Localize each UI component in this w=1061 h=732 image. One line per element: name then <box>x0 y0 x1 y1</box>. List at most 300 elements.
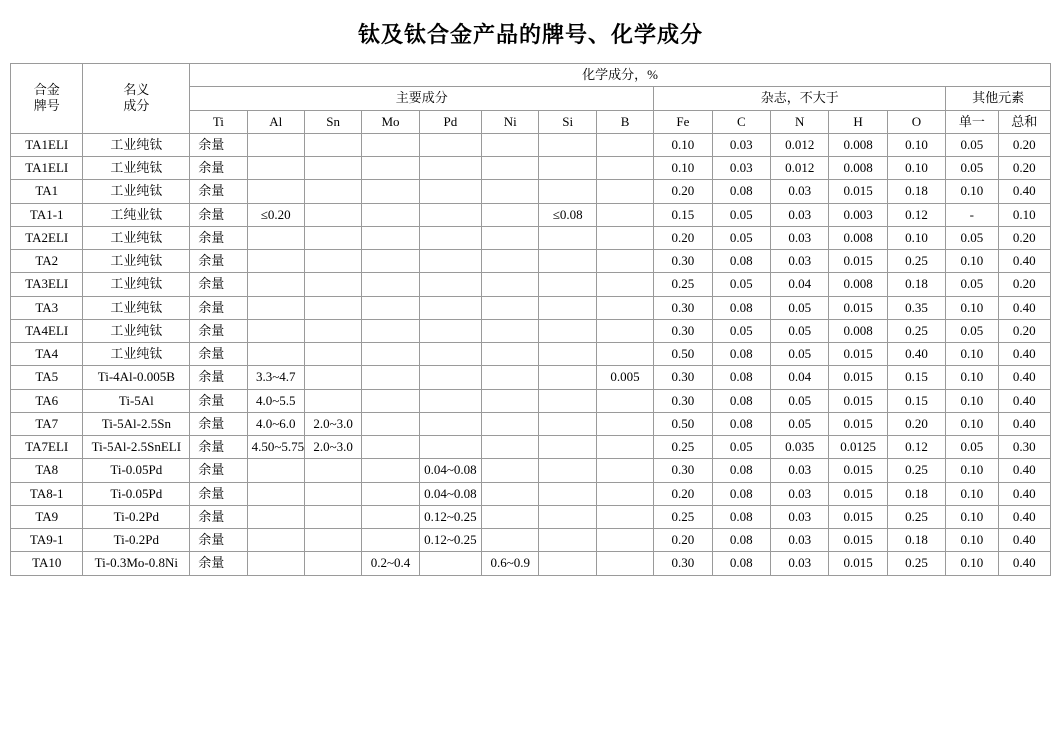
cell-o: 0.40 <box>887 343 945 366</box>
cell-other-total: 0.30 <box>998 436 1050 459</box>
cell-h: 0.015 <box>829 389 887 412</box>
cell-other-total: 0.40 <box>998 529 1050 552</box>
cell-c: 0.08 <box>712 180 770 203</box>
cell-h: 0.015 <box>829 459 887 482</box>
cell-al <box>247 133 304 156</box>
cell-h: 0.008 <box>829 226 887 249</box>
cell-o: 0.18 <box>887 273 945 296</box>
cell-o: 0.25 <box>887 459 945 482</box>
cell-pd: 0.04~0.08 <box>419 482 481 505</box>
cell-pd <box>419 226 481 249</box>
cell-o: 0.35 <box>887 296 945 319</box>
cell-grade: TA3ELI <box>11 273 83 296</box>
cell-h: 0.015 <box>829 552 887 575</box>
cell-pd <box>419 296 481 319</box>
cell-n: 0.05 <box>771 343 829 366</box>
cell-o: 0.25 <box>887 319 945 342</box>
cell-ti: 余量 <box>190 319 247 342</box>
cell-other-single: 0.10 <box>946 505 998 528</box>
cell-o: 0.20 <box>887 412 945 435</box>
cell-mo <box>362 180 419 203</box>
cell-sn <box>304 389 361 412</box>
cell-mo <box>362 482 419 505</box>
cell-fe: 0.25 <box>654 505 712 528</box>
cell-b <box>596 343 653 366</box>
cell-pd: 0.12~0.25 <box>419 505 481 528</box>
cell-ti: 余量 <box>190 343 247 366</box>
cell-si <box>539 319 596 342</box>
cell-b <box>596 436 653 459</box>
cell-c: 0.08 <box>712 529 770 552</box>
cell-fe: 0.30 <box>654 366 712 389</box>
cell-h: 0.015 <box>829 180 887 203</box>
cell-c: 0.03 <box>712 157 770 180</box>
cell-sn <box>304 203 361 226</box>
cell-h: 0.008 <box>829 133 887 156</box>
cell-h: 0.008 <box>829 273 887 296</box>
cell-al <box>247 482 304 505</box>
table-row <box>11 250 1051 273</box>
cell-grade: TA2ELI <box>11 226 83 249</box>
cell-grade: TA8-1 <box>11 482 83 505</box>
cell-mo <box>362 203 419 226</box>
cell-fe: 0.20 <box>654 482 712 505</box>
cell-grade: TA4 <box>11 343 83 366</box>
cell-fe: 0.20 <box>654 226 712 249</box>
cell-o: 0.25 <box>887 552 945 575</box>
cell-sn <box>304 226 361 249</box>
table-header <box>11 64 1051 134</box>
cell-pd <box>419 552 481 575</box>
cell-other-total: 0.20 <box>998 319 1050 342</box>
cell-b <box>596 133 653 156</box>
cell-grade: TA6 <box>11 389 83 412</box>
cell-o: 0.15 <box>887 366 945 389</box>
header-el-c: C <box>712 110 770 133</box>
cell-ti: 余量 <box>190 529 247 552</box>
header-el-fe: Fe <box>654 110 712 133</box>
cell-mo <box>362 133 419 156</box>
cell-n: 0.03 <box>771 203 829 226</box>
cell-n: 0.03 <box>771 226 829 249</box>
cell-ti: 余量 <box>190 389 247 412</box>
cell-o: 0.25 <box>887 505 945 528</box>
cell-al: 4.0~5.5 <box>247 389 304 412</box>
cell-other-single: 0.10 <box>946 366 998 389</box>
cell-other-total: 0.40 <box>998 459 1050 482</box>
cell-name: Ti-0.05Pd <box>83 482 190 505</box>
cell-si <box>539 273 596 296</box>
cell-b <box>596 529 653 552</box>
cell-mo <box>362 505 419 528</box>
cell-name: Ti-4Al-0.005B <box>83 366 190 389</box>
cell-other-total: 0.40 <box>998 296 1050 319</box>
cell-ni <box>482 436 539 459</box>
cell-si <box>539 157 596 180</box>
cell-si <box>539 250 596 273</box>
table-body <box>11 133 1051 575</box>
cell-other-total: 0.40 <box>998 343 1050 366</box>
cell-si <box>539 226 596 249</box>
cell-ni <box>482 366 539 389</box>
cell-name: Ti-5Al <box>83 389 190 412</box>
cell-sn: 2.0~3.0 <box>304 412 361 435</box>
cell-mo <box>362 296 419 319</box>
cell-o: 0.10 <box>887 226 945 249</box>
cell-name: 工业纯钛 <box>83 250 190 273</box>
cell-ti: 余量 <box>190 482 247 505</box>
cell-fe: 0.30 <box>654 250 712 273</box>
header-el-o: O <box>887 110 945 133</box>
cell-other-single: 0.05 <box>946 436 998 459</box>
cell-o: 0.10 <box>887 157 945 180</box>
cell-ti: 余量 <box>190 296 247 319</box>
header-other-single: 单一 <box>946 110 998 133</box>
cell-ti: 余量 <box>190 250 247 273</box>
header-grade-line2: 牌号 <box>33 98 60 114</box>
cell-al: 4.50~5.75 <box>247 436 304 459</box>
cell-other-total: 0.40 <box>998 552 1050 575</box>
cell-name: Ti-0.05Pd <box>83 459 190 482</box>
cell-ni <box>482 203 539 226</box>
cell-ni <box>482 343 539 366</box>
cell-ni <box>482 157 539 180</box>
cell-ni <box>482 226 539 249</box>
cell-sn <box>304 296 361 319</box>
cell-c: 0.08 <box>712 250 770 273</box>
cell-ni <box>482 459 539 482</box>
cell-ni <box>482 389 539 412</box>
cell-ti: 余量 <box>190 436 247 459</box>
cell-sn <box>304 250 361 273</box>
cell-pd <box>419 319 481 342</box>
header-el-si: Si <box>539 110 596 133</box>
cell-name: 工业纯钛 <box>83 319 190 342</box>
cell-c: 0.03 <box>712 133 770 156</box>
cell-grade: TA1ELI <box>11 157 83 180</box>
cell-n: 0.04 <box>771 366 829 389</box>
cell-b <box>596 459 653 482</box>
cell-h: 0.015 <box>829 250 887 273</box>
cell-n: 0.03 <box>771 505 829 528</box>
cell-grade: TA9 <box>11 505 83 528</box>
cell-c: 0.08 <box>712 505 770 528</box>
cell-sn <box>304 482 361 505</box>
table-row <box>11 412 1051 435</box>
cell-fe: 0.30 <box>654 552 712 575</box>
cell-pd <box>419 273 481 296</box>
header-grade <box>11 64 83 134</box>
header-el-pd: Pd <box>419 110 481 133</box>
cell-h: 0.003 <box>829 203 887 226</box>
cell-fe: 0.20 <box>654 529 712 552</box>
cell-c: 0.08 <box>712 482 770 505</box>
table-row <box>11 319 1051 342</box>
cell-b <box>596 412 653 435</box>
cell-n: 0.03 <box>771 482 829 505</box>
cell-sn <box>304 273 361 296</box>
cell-grade: TA1 <box>11 180 83 203</box>
cell-pd <box>419 366 481 389</box>
cell-h: 0.015 <box>829 412 887 435</box>
cell-mo <box>362 389 419 412</box>
cell-fe: 0.50 <box>654 412 712 435</box>
cell-ni <box>482 529 539 552</box>
cell-other-total: 0.40 <box>998 250 1050 273</box>
table-row <box>11 505 1051 528</box>
cell-c: 0.08 <box>712 552 770 575</box>
cell-pd <box>419 250 481 273</box>
table-row <box>11 343 1051 366</box>
cell-fe: 0.50 <box>654 343 712 366</box>
header-el-ti: Ti <box>190 110 247 133</box>
header-el-ni: Ni <box>482 110 539 133</box>
cell-b <box>596 389 653 412</box>
cell-sn <box>304 366 361 389</box>
cell-pd <box>419 133 481 156</box>
cell-sn <box>304 552 361 575</box>
table-row <box>11 482 1051 505</box>
cell-b <box>596 250 653 273</box>
cell-al <box>247 273 304 296</box>
cell-al <box>247 319 304 342</box>
cell-mo <box>362 436 419 459</box>
header-grade-line1: 合金 <box>33 82 60 98</box>
cell-fe: 0.30 <box>654 319 712 342</box>
cell-ti: 余量 <box>190 552 247 575</box>
cell-other-single: 0.10 <box>946 552 998 575</box>
cell-name: Ti-0.2Pd <box>83 529 190 552</box>
cell-c: 0.08 <box>712 366 770 389</box>
cell-ti: 余量 <box>190 459 247 482</box>
cell-pd: 0.12~0.25 <box>419 529 481 552</box>
chemical-composition-table <box>10 63 1051 576</box>
cell-name: 工纯业钛 <box>83 203 190 226</box>
cell-other-single: 0.10 <box>946 250 998 273</box>
cell-other-total: 0.40 <box>998 505 1050 528</box>
header-el-h: H <box>829 110 887 133</box>
cell-n: 0.012 <box>771 157 829 180</box>
table-row <box>11 203 1051 226</box>
cell-o: 0.12 <box>887 436 945 459</box>
cell-name: 工业纯钛 <box>83 157 190 180</box>
cell-ni <box>482 505 539 528</box>
cell-other-total: 0.40 <box>998 412 1050 435</box>
cell-c: 0.08 <box>712 296 770 319</box>
cell-grade: TA1ELI <box>11 133 83 156</box>
cell-sn <box>304 319 361 342</box>
cell-h: 0.015 <box>829 529 887 552</box>
cell-other-total: 0.40 <box>998 180 1050 203</box>
cell-si <box>539 482 596 505</box>
cell-other-single: - <box>946 203 998 226</box>
cell-grade: TA2 <box>11 250 83 273</box>
cell-al <box>247 459 304 482</box>
cell-c: 0.08 <box>712 459 770 482</box>
cell-ti: 余量 <box>190 412 247 435</box>
header-el-al: Al <box>247 110 304 133</box>
cell-other-total: 0.40 <box>998 389 1050 412</box>
cell-n: 0.012 <box>771 133 829 156</box>
cell-b <box>596 319 653 342</box>
cell-grade: TA8 <box>11 459 83 482</box>
header-el-b: B <box>596 110 653 133</box>
cell-c: 0.05 <box>712 319 770 342</box>
cell-c: 0.05 <box>712 203 770 226</box>
cell-b <box>596 273 653 296</box>
cell-sn <box>304 505 361 528</box>
cell-n: 0.05 <box>771 389 829 412</box>
cell-pd <box>419 436 481 459</box>
cell-grade: TA9-1 <box>11 529 83 552</box>
cell-sn <box>304 529 361 552</box>
cell-mo <box>362 157 419 180</box>
cell-sn: 2.0~3.0 <box>304 436 361 459</box>
cell-other-single: 0.05 <box>946 319 998 342</box>
cell-other-single: 0.10 <box>946 389 998 412</box>
cell-pd <box>419 389 481 412</box>
header-name <box>83 64 190 134</box>
cell-grade: TA1-1 <box>11 203 83 226</box>
cell-al <box>247 226 304 249</box>
cell-c: 0.05 <box>712 436 770 459</box>
cell-al <box>247 296 304 319</box>
cell-mo <box>362 459 419 482</box>
cell-h: 0.008 <box>829 157 887 180</box>
cell-grade: TA10 <box>11 552 83 575</box>
cell-si <box>539 389 596 412</box>
cell-n: 0.05 <box>771 296 829 319</box>
cell-ti: 余量 <box>190 157 247 180</box>
table-row <box>11 180 1051 203</box>
header-impurity: 杂志，不大于 <box>654 87 946 110</box>
cell-o: 0.12 <box>887 203 945 226</box>
cell-other-single: 0.10 <box>946 343 998 366</box>
cell-other-single: 0.10 <box>946 529 998 552</box>
cell-mo <box>362 226 419 249</box>
cell-o: 0.18 <box>887 529 945 552</box>
cell-b <box>596 203 653 226</box>
page-title: 钛及钛合金产品的牌号、化学成分 <box>357 22 703 47</box>
cell-name: Ti-5Al-2.5Sn <box>83 412 190 435</box>
cell-h: 0.015 <box>829 366 887 389</box>
cell-ti: 余量 <box>190 273 247 296</box>
cell-al <box>247 529 304 552</box>
cell-other-single: 0.05 <box>946 157 998 180</box>
cell-other-single: 0.10 <box>946 412 998 435</box>
cell-mo <box>362 250 419 273</box>
cell-other-single: 0.10 <box>946 482 998 505</box>
cell-other-total: 0.20 <box>998 133 1050 156</box>
cell-mo: 0.2~0.4 <box>362 552 419 575</box>
cell-si <box>539 133 596 156</box>
cell-pd: 0.04~0.08 <box>419 459 481 482</box>
cell-pd <box>419 180 481 203</box>
cell-b <box>596 180 653 203</box>
cell-h: 0.015 <box>829 343 887 366</box>
cell-ni <box>482 412 539 435</box>
cell-n: 0.04 <box>771 273 829 296</box>
cell-b <box>596 226 653 249</box>
cell-n: 0.035 <box>771 436 829 459</box>
cell-al <box>247 157 304 180</box>
table-row <box>11 366 1051 389</box>
cell-h: 0.0125 <box>829 436 887 459</box>
cell-al <box>247 180 304 203</box>
cell-c: 0.08 <box>712 343 770 366</box>
cell-h: 0.015 <box>829 505 887 528</box>
cell-al <box>247 343 304 366</box>
cell-mo <box>362 366 419 389</box>
cell-b: 0.005 <box>596 366 653 389</box>
cell-other-total: 0.20 <box>998 226 1050 249</box>
cell-si: ≤0.08 <box>539 203 596 226</box>
cell-ti: 余量 <box>190 366 247 389</box>
cell-other-single: 0.10 <box>946 459 998 482</box>
header-el-mo: Mo <box>362 110 419 133</box>
cell-grade: TA5 <box>11 366 83 389</box>
cell-c: 0.05 <box>712 273 770 296</box>
cell-sn <box>304 180 361 203</box>
cell-name: 工业纯钛 <box>83 296 190 319</box>
cell-grade: TA3 <box>11 296 83 319</box>
cell-other-single: 0.10 <box>946 296 998 319</box>
cell-h: 0.015 <box>829 296 887 319</box>
table-row <box>11 133 1051 156</box>
cell-b <box>596 505 653 528</box>
cell-o: 0.25 <box>887 250 945 273</box>
cell-other-total: 0.40 <box>998 366 1050 389</box>
cell-other-total: 0.40 <box>998 482 1050 505</box>
table-row <box>11 436 1051 459</box>
cell-al: 4.0~6.0 <box>247 412 304 435</box>
cell-other-single: 0.10 <box>946 180 998 203</box>
cell-fe: 0.25 <box>654 273 712 296</box>
cell-si <box>539 180 596 203</box>
cell-pd <box>419 412 481 435</box>
cell-ti: 余量 <box>190 226 247 249</box>
cell-ni <box>482 180 539 203</box>
cell-name: 工业纯钛 <box>83 133 190 156</box>
cell-n: 0.03 <box>771 529 829 552</box>
cell-fe: 0.25 <box>654 436 712 459</box>
header-name-line1: 名义 <box>123 82 150 98</box>
cell-ni <box>482 319 539 342</box>
cell-other-single: 0.05 <box>946 133 998 156</box>
header-other-total: 总和 <box>998 110 1050 133</box>
cell-fe: 0.10 <box>654 133 712 156</box>
cell-b <box>596 157 653 180</box>
cell-other-total: 0.10 <box>998 203 1050 226</box>
cell-ni <box>482 273 539 296</box>
cell-other-total: 0.20 <box>998 273 1050 296</box>
cell-o: 0.15 <box>887 389 945 412</box>
cell-other-single: 0.05 <box>946 226 998 249</box>
cell-n: 0.05 <box>771 412 829 435</box>
table-row <box>11 389 1051 412</box>
cell-grade: TA7 <box>11 412 83 435</box>
table-row <box>11 296 1051 319</box>
cell-fe: 0.15 <box>654 203 712 226</box>
cell-mo <box>362 529 419 552</box>
cell-name: 工业纯钛 <box>83 180 190 203</box>
cell-si <box>539 436 596 459</box>
cell-sn <box>304 459 361 482</box>
cell-si <box>539 412 596 435</box>
cell-name: 工业纯钛 <box>83 343 190 366</box>
cell-b <box>596 296 653 319</box>
table-row <box>11 459 1051 482</box>
